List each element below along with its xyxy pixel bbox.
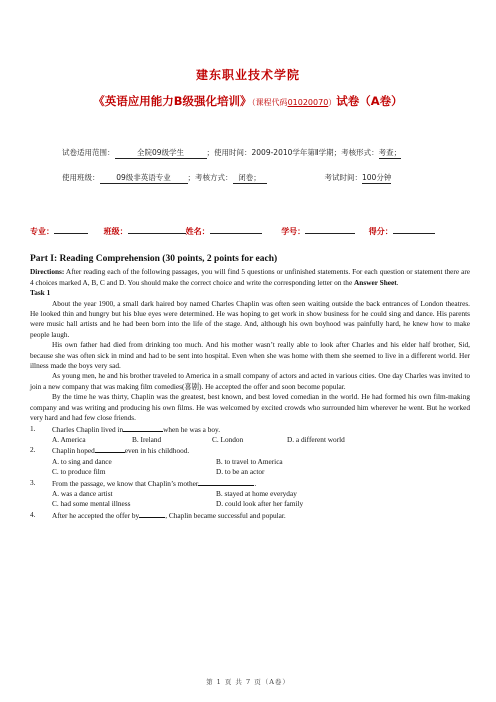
method-value: 闭卷；	[233, 172, 267, 184]
duration-label: 考试时间：	[324, 173, 362, 182]
class-label: 使用班级：	[62, 173, 100, 182]
option-c: C. had some mental illness	[52, 499, 131, 509]
duration-value: 100分钟	[362, 173, 392, 182]
time-value: 2009-2010学年第Ⅱ学期	[251, 148, 334, 157]
answer-blank	[198, 478, 254, 486]
option-b: B. to travel to America	[216, 456, 283, 466]
options	[30, 467, 470, 477]
score-label: 得分：	[368, 227, 393, 236]
time-label: ；使用时间：	[206, 148, 252, 157]
class-blank[interactable]	[128, 225, 186, 234]
course-code-prefix: （课程代码	[251, 98, 288, 107]
option-d: D. could look after her family	[216, 499, 304, 509]
option-d: D. a different world	[287, 434, 345, 444]
question-4	[30, 510, 470, 521]
task-label: Task 1	[30, 288, 51, 298]
option-a: A. was a dance artist	[52, 488, 113, 498]
question-stem: From the passage, we know that Chaplin’s mother .	[52, 478, 257, 488]
exam-title	[0, 93, 496, 109]
meta-line-1	[62, 147, 401, 159]
major-blank[interactable]	[54, 225, 88, 234]
question-stem: After he accepted the offer by , Chaplin became successful and popular.	[52, 510, 286, 520]
passage-paragraph: His own father had died from drinking too much. And his mother wasn’t really able to look after Charles and his elder half brother, Sid, because she was often sick in mind and had to be sent into hospital. Even when she was home with them she seemed to live in a different world. Her illness made the boys very sad.	[30, 340, 470, 371]
option-b: B. Ireland	[132, 434, 162, 444]
passage-paragraph: By the time he was thirty, Chaplin was the greatest, best known, and best loved comedian in the world. He had formed his own film-making company and was writing and producing his own films. He was welcomed by excited crowds who surrounded him wherever he went. But he worked very hard and had few close friends.	[30, 392, 470, 423]
id-label: 学号：	[281, 227, 306, 236]
name-label: 姓名：	[185, 227, 210, 236]
options	[30, 489, 470, 499]
option-c: C. London	[212, 434, 244, 444]
method-label: ；考核方式：	[187, 173, 233, 182]
option-b: B. stayed at home everyday	[216, 488, 297, 498]
options	[30, 457, 470, 467]
answer-blank	[95, 445, 125, 453]
assess-value: 考查；	[378, 148, 402, 157]
meta-line-2	[62, 172, 391, 184]
options	[30, 435, 470, 445]
passage-paragraph: As young men, he and his brother traveled to America in a small company of actors and acted in various cities. One day Charles was invited to join a new company that was making film comedies(喜剧). He accepted the offer and soon become popular.	[30, 371, 470, 391]
answer-sheet-label: Answer Sheet	[354, 277, 397, 287]
directions	[30, 267, 470, 288]
question-3	[30, 478, 470, 510]
option-a: A. to sing and dance	[52, 456, 112, 466]
student-info-line	[30, 225, 435, 237]
option-d: D. to be an actor	[216, 467, 265, 477]
question-1	[30, 424, 470, 446]
question-stem: Chaplin hoped even in his childhood.	[52, 446, 190, 456]
passage-paragraph: About the year 1900, a small dark haired boy named Charles Chaplin was often seen waiting outside the back entrances of London theatres. He looked thin and hungry but his blue eyes were determined. He was hoping to get work in show business for he could sing and dance. His parents were music hall artists and he had been born into the life of the stage. And, although his own boyhood was painfully hard, he knew how to make people laugh.	[30, 298, 470, 339]
answer-blank	[139, 510, 165, 518]
major-label: 专业：	[30, 227, 54, 236]
course-code: 01020070	[287, 98, 329, 107]
question-2	[30, 445, 470, 477]
assess-label: ；考核形式：	[333, 148, 379, 157]
directions-text: After reading each of the following passages, you will find 5 questions or unfinished statements. For each question or statement there are 4 choices marked A, B, C and D. You should make the correct choice and write the corresponding letter on the	[30, 267, 470, 287]
answer-blank	[123, 424, 163, 432]
class-info-label: 班级：	[103, 227, 128, 236]
score-blank[interactable]	[393, 225, 435, 234]
class-value: 09级非英语专业	[100, 172, 188, 184]
directions-label: Directions:	[30, 267, 65, 277]
options	[30, 499, 470, 509]
directions-end: .	[396, 277, 399, 287]
exam-body	[30, 248, 470, 521]
question-number: 2.	[30, 445, 36, 455]
part-heading: Part I: Reading Comprehension (30 points, 2 points for each)	[30, 254, 278, 264]
option-a: A. America	[52, 434, 86, 444]
id-blank[interactable]	[305, 225, 355, 234]
scope-value: 全院09级学生	[115, 147, 207, 159]
question-number: 3.	[30, 477, 36, 487]
question-stem: Charles Chaplin lived in when he was a boy.	[52, 424, 221, 434]
question-number: 4.	[30, 509, 36, 519]
option-c: C. to produce film	[52, 467, 106, 477]
school-name: 建东职业技术学院	[195, 68, 300, 82]
question-number: 1.	[30, 423, 36, 433]
scope-label: 试卷适用范围：	[62, 148, 115, 157]
page-footer: 第 1 页 共 7 页（A卷）	[206, 678, 290, 686]
paper-version: 试卷（A卷）	[336, 94, 403, 108]
name-blank[interactable]	[210, 225, 262, 234]
course-code-suffix: ）	[328, 98, 337, 107]
course-title: 《英语应用能力B级强化培训》	[93, 94, 252, 108]
